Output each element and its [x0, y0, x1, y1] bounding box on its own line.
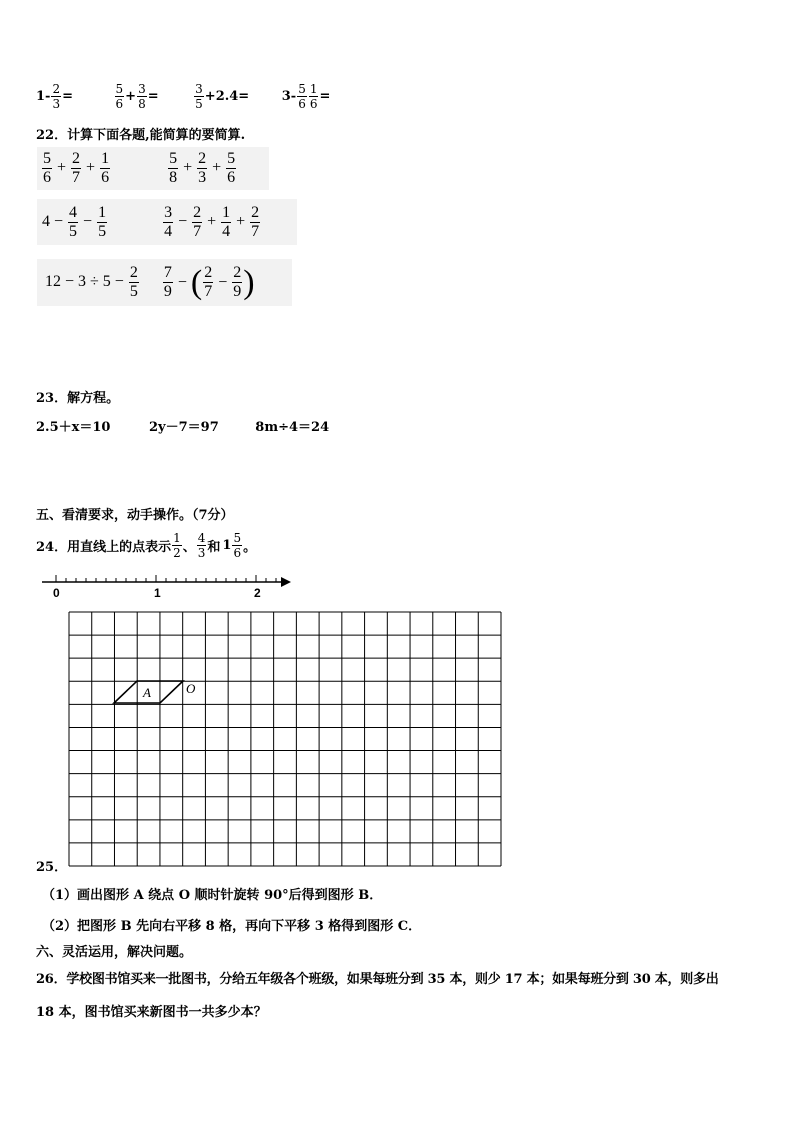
quick-calc-3: $\frac{3}{5}$ +2.4= [195, 82, 250, 111]
q23-title: 23．解方程。 [36, 391, 120, 406]
q25-task-1: （1）画出图形 A 绕点 O 顺时针旋转 90°后得到图形 B． [42, 888, 383, 903]
q22-expr-3a: 12 − 3 ÷ 5 − $\frac{2}{5}$ [45, 264, 138, 300]
q22-expr-2b: $\frac{3}{4}$ − $\frac{2}{7}$ + $\frac{1}{4}$ + $\frac{2}{7}$ [164, 203, 260, 240]
q23-eq-2: 2y－7＝97 [149, 420, 219, 435]
q23-eq-3: 8m÷4＝24 [255, 420, 330, 435]
q23-equations [36, 416, 329, 435]
axis-label-1: 1 [154, 586, 161, 600]
q23-eq-1: 2.5＋x＝10 [36, 420, 111, 435]
point-o-label: O [186, 681, 196, 696]
q26-line-1: 26．学校图书馆买来一批图书，分给五年级各个班级，如果每班分到 35 本，则少 17 本；如果每班分到 30 本，则多出 [36, 972, 719, 987]
axis-label-0: 0 [53, 586, 60, 600]
q22-expr-1a: $\frac{5}{6}$ + $\frac{2}{7}$ + $\frac{1}{6}$ [43, 150, 110, 186]
grid-paper [68, 611, 504, 869]
q22-expr-2a: 4 − $\frac{4}{5}$ − $\frac{1}{5}$ [42, 203, 107, 240]
number-line [38, 572, 294, 600]
quick-calc-row [36, 83, 330, 110]
q22-row2 [37, 199, 297, 245]
arrow-icon [281, 577, 291, 587]
axis-label-2: 2 [254, 586, 261, 600]
q26-line-2: 18 本，图书馆买来新图书一共多少本？ [36, 1005, 267, 1020]
section-5-title: 五、看清要求，动手操作。（7分） [36, 508, 234, 523]
q22-expr-3b: $\frac{7}{9}$ − ( $\frac{2}{7}$ − $\frac{2}{9}$ ) [163, 263, 255, 301]
quick-calc-2: $\frac{5}{6}$ + $\frac{3}{8}$ = [115, 82, 159, 111]
q25-task-2: （2）把图形 B 先向右平移 8 格，再向下平移 3 格得到图形 C． [42, 919, 422, 934]
q25-number: 25． [36, 860, 68, 875]
q22-expr-1b: $\frac{5}{8}$ + $\frac{2}{3}$ + $\frac{5}{6}$ [169, 150, 236, 186]
section-6-title: 六、灵活运用，解决问题。 [36, 945, 193, 960]
shape-a-label: A [143, 685, 151, 700]
q22-title: 22．计算下面各题,能简算的要简算. [36, 128, 246, 143]
q24-prompt: 24．用直线上的点表示 $\frac{1}{2}$ 、 $\frac{4}{3}$ 和 1 $\frac{5}{6}$ 。 [36, 531, 257, 560]
quick-calc-1: 1- $\frac{2}{3}$ = [36, 82, 73, 111]
q22-row1 [37, 147, 269, 190]
quick-calc-4: 3- $\frac{5}{6}$ $\frac{1}{6}$ = [281, 82, 331, 111]
q22-row3 [37, 259, 292, 306]
